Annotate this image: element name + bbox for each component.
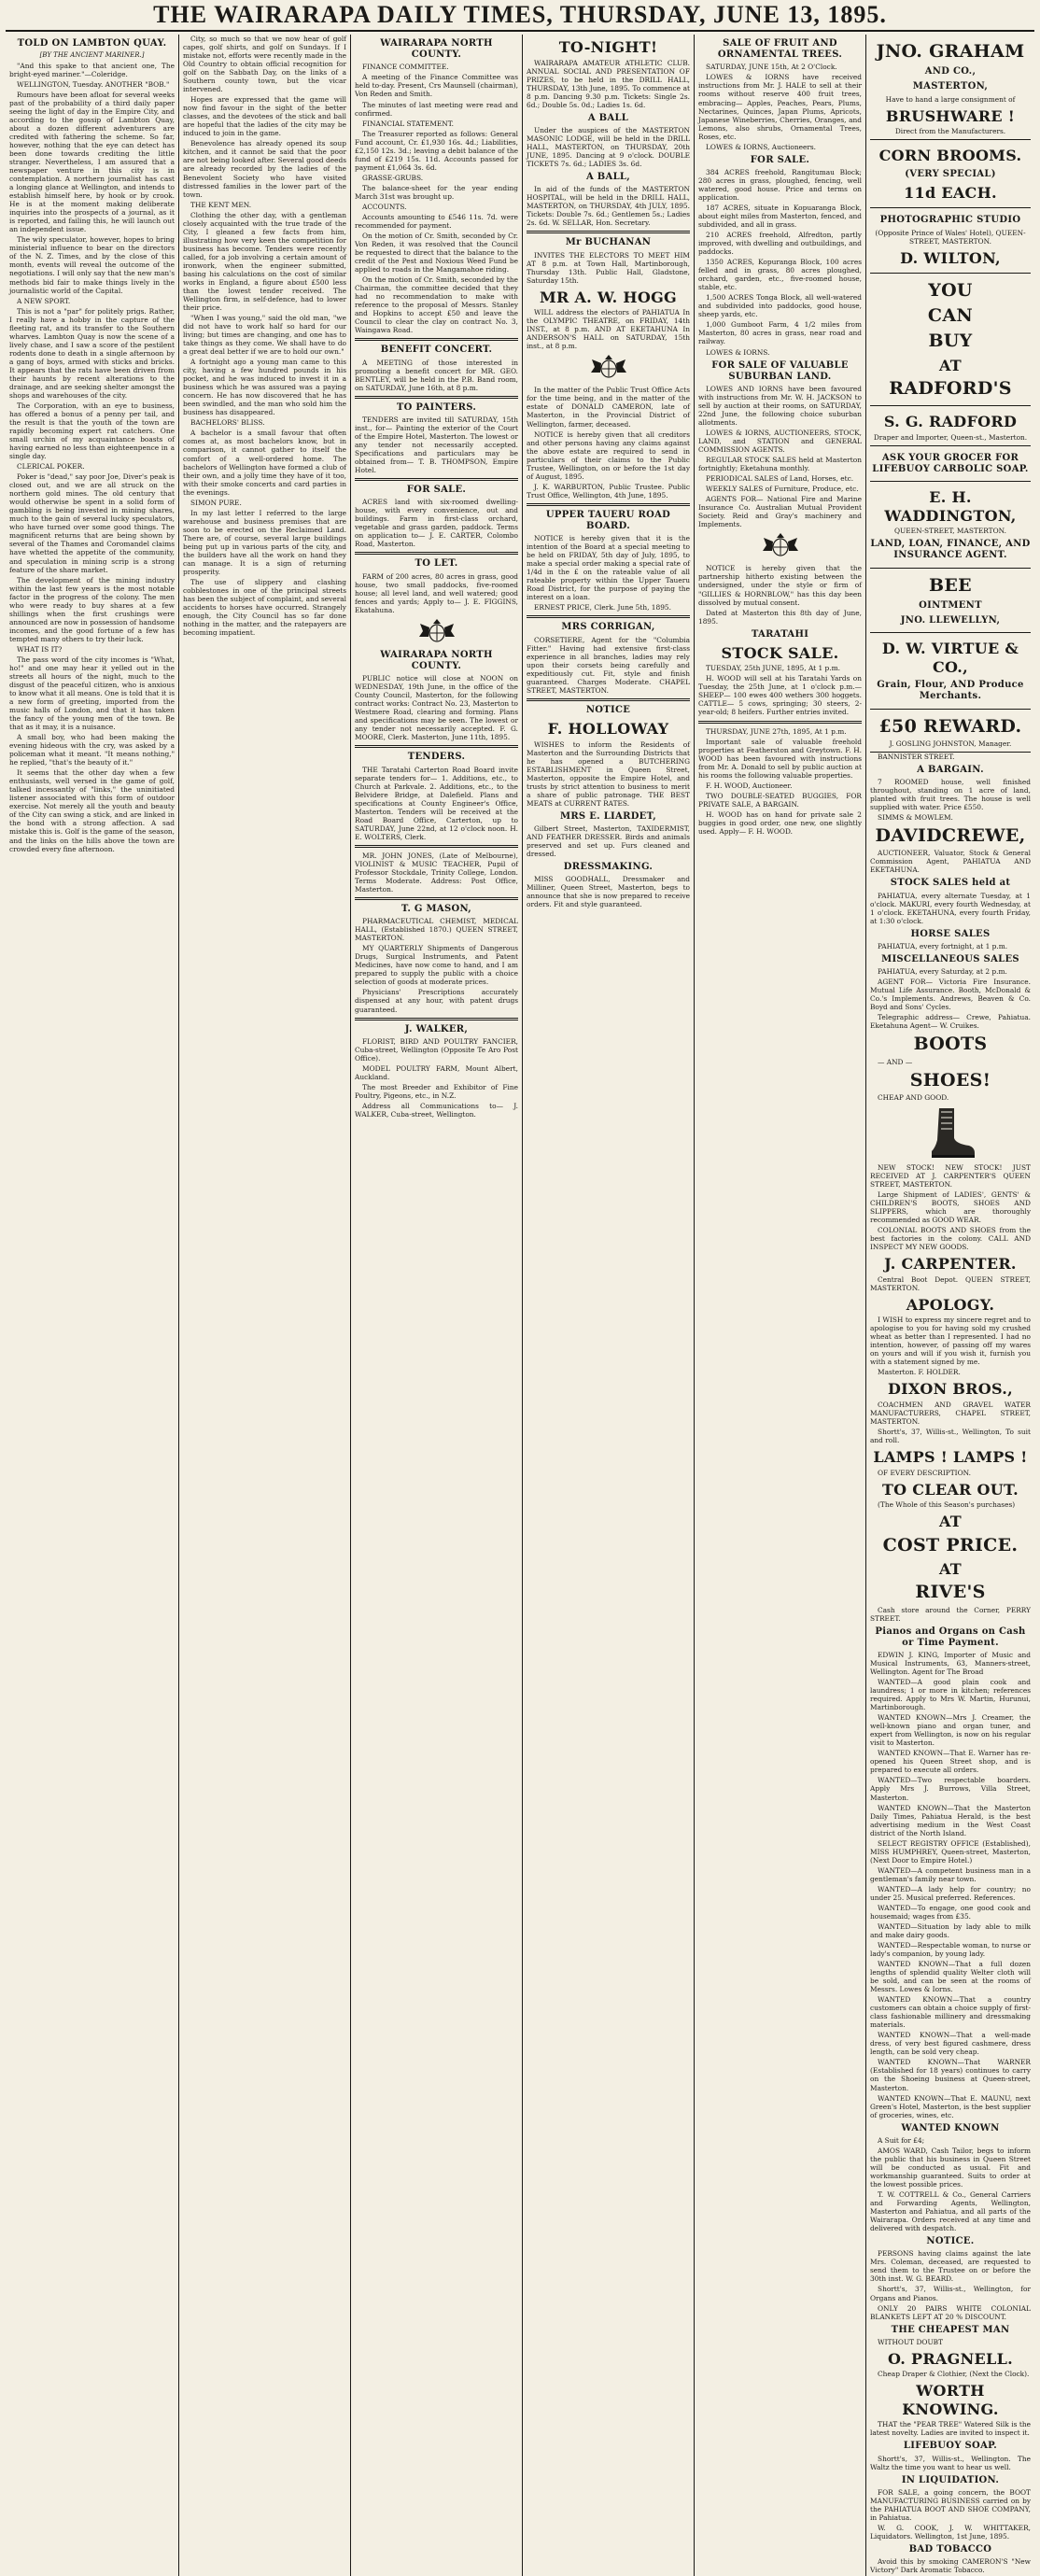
article-paragraph: The Corporation, with an eye to business, has offered a bonus of a penny per tail, and the result is that the youth of the town are rapidly becoming expert rat catchers. One small urchin of my acquaintance boasts of having earned no less than eighteenpence in a single day. bbox=[9, 401, 175, 461]
column-ads bbox=[866, 35, 1034, 2576]
article-paragraph: WANTED KNOWN—That a country customers can obtain a choice supply of first-class fashionable millinery and dressmaking materials. bbox=[870, 1995, 1031, 2030]
column-7-content bbox=[870, 753, 1031, 1676]
column-heading: STOCK SALES held at bbox=[890, 878, 1011, 889]
ad-line: RADFORD'S bbox=[889, 378, 1012, 400]
article-paragraph: Address all Communications to— J. WALKER, Cuba-street, Wellington. bbox=[355, 1101, 518, 1119]
article-paragraph: Poker is "dead," say poor Joe, Diver's peak is closed out, and we are all struck on the northern gold mines. The old century that would otherwise be spent in a solid form of gambling is being invested in mining shares, much to the gain of several lucky speculators, who have turned over some good things. The magnificent returns that are being shown by several of the Thames and Coromandel claims have whetted the appetite of the community, and speculation in mining scrip is a strong feature of the share market. bbox=[9, 472, 175, 574]
article-paragraph: Dated at Masterton this 8th day of June, 1895. bbox=[698, 608, 862, 626]
article-paragraph: ERNEST PRICE, Clerk. June 5th, 1895. bbox=[534, 603, 671, 612]
ad-line: Have to hand a large consignment of bbox=[885, 94, 1016, 104]
article-paragraph: CHEAP AND GOOD. bbox=[878, 1092, 949, 1102]
reward-ad bbox=[870, 710, 1031, 753]
royal-crest-icon bbox=[415, 618, 458, 646]
ad-line: JNO. LLEWELLYN, bbox=[900, 615, 1001, 626]
column-heading: NOTICE bbox=[585, 704, 631, 715]
article-paragraph: Benevolence has already opened its soup kitchen, and it cannot be said that the poor are not being looked after. Several good deeds are already recorded by the ladies of the Benevolent Society who have visited distressed families in the lower part of the town. bbox=[183, 139, 346, 199]
article-paragraph: WANTED—A lady help for country; no under 25. Musical preferred. References. bbox=[870, 1884, 1031, 1902]
article-paragraph: 210 ACRES freehold, Alfredton, partly improved, with dwelling and outbuildings, and paddocks. bbox=[698, 231, 862, 257]
article-paragraph: WISHES to inform the Residents of Masterton and the Surrounding Districts that he has opened a BUTCHERING ESTABLISHMENT in Queen Street, Masterton, opposite the Empire Hotel, and trusts by strict attention to business to merit a share of public patronage. THE BEST MEATS at CURRENT RATES. bbox=[527, 739, 690, 808]
article-paragraph: On the motion of Cr. Smith, seconded by Cr. Von Reden, it was resolved that the Council be requested to direct that the balance to the credit of the Pest and Noxious Weed Fund be applied to roads in the Mangamahoe riding. bbox=[355, 231, 518, 274]
ad-line: S. G. RADFORD bbox=[883, 413, 1018, 431]
article-paragraph: LOWES & IORNS, Auctioneers. bbox=[706, 142, 817, 151]
article-paragraph: SIMMS & MOWLEM. bbox=[878, 813, 953, 823]
article-paragraph: BACHELORS' BLISS. bbox=[190, 418, 265, 428]
article-paragraph: THURSDAY, JUNE 27th, 1895, At 1 p.m. bbox=[706, 726, 847, 736]
column-heading: O. PRAGNELL. bbox=[887, 2349, 1014, 2368]
ad-line: ASK YOUR GROCER FOR LIFEBUOY CARBOLIC SOAP. bbox=[872, 452, 1029, 475]
article-paragraph: SELECT REGISTRY OFFICE (Established), MISS HUMPHREY, Queen-street, Masterton, (Next Door to Empire Hotel.) bbox=[870, 1838, 1031, 1865]
article-paragraph: ONLY 20 PAIRS WHITE COLONIAL BLANKETS LEFT AT 20 % DISCOUNT. bbox=[870, 2303, 1031, 2321]
article-paragraph: Under the auspices of the MASTERTON MASONIC LODGE, will be held in the DRILL HALL, MASTERTON, on THURSDAY, 20th JUNE, 1895. Dancing at 9 o'clock. DOUBLE TICKETS 7s. 6d.; LADIES 3s. 6d. bbox=[527, 125, 690, 169]
article-paragraph: WHAT IS IT? bbox=[17, 644, 63, 654]
article-paragraph: Shortt's, 37, Willis-st., Wellington, for Organs and Pianos. bbox=[870, 2285, 1031, 2302]
article-paragraph: A meeting of the Finance Committee was held to-day. Present, Crs Maunsell (chairman), Von Reden and Smith. bbox=[355, 73, 518, 99]
column-divider bbox=[527, 615, 690, 618]
article-paragraph: PERIODICAL SALES of Land, Horses, etc. bbox=[706, 474, 854, 484]
article-paragraph: The development of the mining industry within the last few years is the most notable factor in the progress of the colony. The men who were ready to buy shares at a few shillings when the first crushings were announced are now in possession of handsome incomes, and the good fortune of a few has tempted many others to try their luck. bbox=[9, 575, 175, 643]
ad-line: Grain, Flour, AND Produce Merchants. bbox=[877, 680, 1024, 702]
article-paragraph: WANTED KNOWN—That a full dozen lengths of splendid quality Welter cloth will be sold, and can be seen at the rooms of Messrs. Lowes & Iorns. bbox=[870, 1960, 1031, 1994]
article-paragraph: 1,000 Gumboot Farm, 4 1/2 miles from Masterton, 80 acres in grass, near road and railway. bbox=[698, 320, 862, 346]
column-heading: THE CHEAPEST MAN bbox=[891, 2324, 1010, 2335]
column-divider bbox=[355, 1018, 518, 1021]
article-paragraph: WANTED KNOWN—That E. Warner has re-opened his Queen Street shop, and is prepared to execute all orders. bbox=[870, 1749, 1031, 1775]
article-paragraph: REGULAR STOCK SALES held at Masterton fortnightly; Eketahuna monthly. bbox=[698, 456, 862, 473]
article-paragraph: Rumours have been afloat for several weeks past of the probability of a third daily paper seeing the light of day in the Empire City, and according to the gossip of Lambton Quay, about a dozen different adventurers are credited with fathering the scheme. So far, however, nothing that the eye can detect has been done towards crediting the little stranger. Nevertheless, I am assured that a newspaper venture in this city is in contemplation. A northern journalist has cast a longing glance at Wellington, and intends to establish himself here, by hook or by crook. He is at the moment making deliberate inquiries into the prospects of a journal, as it is reported, and failing this, he will launch out an independent issue. bbox=[9, 90, 175, 234]
column-heading: LAMPS ! LAMPS ! bbox=[873, 1448, 1028, 1467]
article-paragraph: WANTED—A competent business man in a gentleman's family near town. bbox=[870, 1865, 1031, 1883]
column-2 bbox=[179, 35, 351, 2576]
column-heading: A BARGAIN. bbox=[917, 764, 984, 775]
ad-line: JNO. GRAHAM bbox=[876, 41, 1025, 62]
article-paragraph: WANTED KNOWN—Mrs J. Creamer, the well-known piano and organ tuner, and expert from Wellington, is now on his regular visit to Masterton. bbox=[870, 1713, 1031, 1748]
column-heading: TO-NIGHT! bbox=[558, 38, 658, 56]
column-heading: J. CARPENTER. bbox=[884, 1255, 1017, 1274]
article-paragraph: WANTED—Situation by lady able to milk and make dairy goods. bbox=[870, 1921, 1031, 1939]
column-heading: APOLOGY. bbox=[906, 1295, 995, 1314]
ad-line: BRUSHWARE ! bbox=[885, 106, 1016, 125]
column-heading: DIXON BROS., bbox=[887, 1380, 1014, 1399]
column-heading: TENDERS. bbox=[407, 752, 466, 763]
article-paragraph: On the motion of Cr. Smith, seconded by the Chairman, the committee decided that they had no recommendation to make with reference to the proposal of Messrs. Stanley and Hopkins to accept £50 and leave the Council to clear the clay on contract No. 3, Waingawa Road. bbox=[355, 275, 518, 335]
article-paragraph: Shortt's, 37, Willis-st., Wellington, To suit and roll. bbox=[870, 1428, 1031, 1445]
article-paragraph: WANTED—A good plain cook and laundress; 1 or more in kitchen; references required. Apply to Mrs W. Martin, Hurunui, Martinborough. bbox=[870, 1678, 1031, 1712]
radford-name-ad bbox=[870, 406, 1031, 446]
column-heading: BOOTS bbox=[913, 1034, 988, 1055]
column-divider bbox=[527, 503, 690, 506]
column-heading: WANTED KNOWN bbox=[901, 2122, 1000, 2133]
article-paragraph: A MEETING of those interested in promoting a benefit concert for MR. GEO. BENTLEY, will be held in the P.B. Band room, on SATURDAY, June 16th, at 8 p.m. bbox=[355, 358, 518, 392]
ad-line: YOU bbox=[928, 280, 973, 302]
article-paragraph: TWO DOUBLE-SEATED BUGGIES, FOR PRIVATE SALE, A BARGAIN. bbox=[698, 791, 862, 809]
article-paragraph: A bachelor is a small favour that often comes at, as most bachelors know, but in comparison, it cannot gather to itself the comfort of a well-ordered home. The bachelors of Wellington have formed a club of their own, and a jolly time they have of it too, with their smoke concerts and card parties in the evenings. bbox=[183, 429, 346, 497]
article-paragraph: LOWES & IORNS. bbox=[706, 347, 770, 357]
article-paragraph: ACCOUNTS. bbox=[362, 202, 407, 211]
article-paragraph: 1350 ACRES, Kopuranga Block, 100 acres felled and in grass, 80 acres ploughed, orchard, garden, etc., five-roomed house, stable, etc. bbox=[698, 258, 862, 292]
column-heading: A BALL bbox=[587, 112, 629, 123]
column-heading: FOR SALE. bbox=[750, 154, 810, 165]
column-heading: NOTICE. bbox=[926, 2236, 975, 2247]
ad-line: PHOTOGRAPHIC STUDIO bbox=[879, 215, 1021, 226]
article-paragraph: THAT the "PEAR TREE" Watered Silk is the latest novelty. Ladies are invited to inspect it. bbox=[870, 2420, 1031, 2438]
column-heading: UPPER TAUERU ROAD BOARD. bbox=[545, 509, 671, 531]
column-heading: TO PAINTERS. bbox=[396, 401, 477, 413]
article-paragraph: WILL address the electors of PAHIATUA In the OLYMPIC THEATRE, on FRIDAY, 14th INST., at 8 p.m. AND AT EKETAHUNA In ANDERSON'S HALL on SATURDAY, 15th inst., at 8 p.m. bbox=[527, 308, 690, 351]
article-paragraph: MISS GOODHALL, Dressmaker and Milliner, Queen Street, Masterton, begs to announce that she is now prepared to receive orders. Fit and style guaranteed. bbox=[527, 875, 690, 909]
column-5 bbox=[695, 35, 866, 2576]
article-paragraph: NOTICE is hereby given that it is the intention of the Board at a special meeting to be held on FRIDAY, 5th day of July, 1895, to make a special order making a special rate of 1/4d in the £ on the rateable value of all rateable property within the Upper Taueru Road District, for the purpose of paying the interest on a loan. bbox=[527, 534, 690, 602]
column-heading: BAD TOBACCO bbox=[908, 2544, 992, 2555]
columns bbox=[6, 35, 1034, 2575]
article-paragraph: Important sale of valuable freehold properties at Featherston and Greytown. F. H. WOOD has been favoured with instructions from Mr. A. Donald to sell by public auction at his rooms the following valuable properties. bbox=[698, 737, 862, 780]
virtue-ad bbox=[870, 633, 1031, 709]
article-paragraph: THE KENT MEN. bbox=[190, 200, 252, 209]
article-paragraph: NEW STOCK! NEW STOCK! JUST RECEIVED AT J. CARPENTER'S QUEEN STREET, MASTERTON. bbox=[870, 1162, 1031, 1189]
ad-line: MASTERTON, bbox=[912, 81, 989, 92]
article-paragraph: This is not a "par" for politely prigs. Rather, I really have a hobby in the capture of the fleeting rat, and its transfer to the Southern wharves. Lambton Quay is now the scene of a lively chase, and I saw a score of the pestilent rodents done to death in a single afternoon by a gang of boys, armed with sticks and bricks. It appears that the rats have been driven from their haunts by recent alterations to the drainage, and are seeking shelter amongst the shops and warehouses of the city. bbox=[9, 306, 175, 400]
article-paragraph: Hopes are expressed that the game will now find favour in the sight of the better classes, and the devotees of the stick and ball are hopeful that the ladies of the city may be induced to join in the game. bbox=[183, 95, 346, 138]
article-paragraph: WITHOUT DOUBT bbox=[878, 2337, 944, 2346]
column-heading: DAVIDCREWE, bbox=[875, 825, 1026, 847]
article-paragraph: MR. JOHN JONES, (Late of Melbourne), VIOLINIST & MUSIC TEACHER, Pupil of Professor Stockdale, Trinity College, London. Terms Moderate. Address: Post Office, Masterton. bbox=[355, 851, 518, 894]
column-divider bbox=[355, 552, 518, 555]
article-paragraph: THE Taratahi Carterton Road Board invite separate tenders for— 1. Additions, etc., to Church at Parkvale. 2. Additions, etc., to the Belvidere Bridge, at Dalefield. Plans and specifications at County Engineer's Office, Masterton. Tenders will be received at the Road Board Office, Carterton, up to SATURDAY, June 22nd, at 12 o'clock noon. H. E. WOLTERS, Clerk. bbox=[355, 765, 518, 841]
article-paragraph: TUESDAY, 25th JUNE, 1895, At 1 p.m. bbox=[706, 664, 840, 673]
article-paragraph: 384 ACRES freehold, Rangitumau Block; 280 acres in grass, ploughed, fencing, well watered, good house. Price and terms on application. bbox=[698, 167, 862, 202]
ad-line: LAND, LOAN, FINANCE, AND INSURANCE AGENT. bbox=[870, 539, 1031, 561]
column-heading: WORTH KNOWING. bbox=[902, 2382, 999, 2418]
article-paragraph: The most Breeder and Exhibitor of Fine Poultry, Pigeons, etc., in N.Z. bbox=[355, 1082, 518, 1100]
masthead bbox=[6, 0, 1034, 32]
article-paragraph: Large Shipment of LADIES', GENTS' & CHILDREN'S BOOTS, SHOES AND SLIPPERS, which are thoroughly recommended as GOOD WEAR. bbox=[870, 1189, 1031, 1224]
article-paragraph: Cheap Draper & Clothier, (Next the Clock). bbox=[878, 2370, 1030, 2379]
ad-line: £50 REWARD. bbox=[878, 715, 1022, 737]
article-paragraph: COACHMEN AND GRAVEL WATER MANUFACTURERS, CHAPEL STREET, MASTERTON. bbox=[870, 1400, 1031, 1427]
column-heading: AT bbox=[938, 1559, 963, 1578]
article-paragraph: Clothing the other day, with a gentleman closely acquainted with the true trade of the City, I gleaned a few facts from him, illustrating how very keen the competition for business has become. Tenders were recently called, for a job involving a certain amount of ironwork, when the engineer submitted, basing his calculations on the cost of similar works in England, a figure about £500 less than the lowest tender received. The Wellington firm, in self-defence, had to lower their price. bbox=[183, 210, 346, 312]
column-divider bbox=[355, 845, 518, 848]
article-paragraph: WELLINGTON, Tuesday. ANOTHER "BOB." bbox=[17, 79, 170, 89]
waddington-ad bbox=[870, 482, 1031, 568]
column-heading: F. HOLLOWAY bbox=[547, 720, 669, 739]
royal-crest-icon bbox=[759, 532, 802, 560]
article-paragraph: WANTED—Respectable woman, to nurse or lady's companion, by young lady. bbox=[870, 1941, 1031, 1959]
article-paragraph: SATURDAY, JUNE 15th, At 2 O'Clock. bbox=[706, 63, 837, 72]
column-heading: STOCK SALE. bbox=[721, 643, 839, 662]
ad-line: BEE bbox=[929, 574, 972, 596]
column-3 bbox=[351, 35, 523, 2576]
article-paragraph: It seems that the other day when a few enthusiasts, well versed in the game of golf, talked incessantly of "links," the uninitiated listener associated with this form of outdoor exercise. Not merely all the youth and beauty of the City can swing a stick, and are linked in the bond with a strong affection. A sad mistake this is. Golf is the game of the season, and the links on the hills above the town are crowded every fine afternoon. bbox=[9, 768, 175, 853]
article-paragraph: ACRES land with six-roomed dwelling-house, with every convenience, out and buildings. Farm in first-class orchard, vegetable and grass garden, paddock. Terms on application to— J. E. CARTER, Colombo Road, Masterton. bbox=[355, 498, 518, 549]
column-heading: FOR SALE. bbox=[406, 485, 467, 496]
article-paragraph: OF EVERY DESCRIPTION. bbox=[878, 1468, 971, 1477]
article-paragraph: AGENT FOR— Victoria Fire Insurance. Mutual Life Assurance. Booth, McDonald & Co.'s Implements. Andrews, Beaven & Co. Boyd and Sons' Cycles. bbox=[870, 978, 1031, 1012]
ad-line: Direct from the Manufacturers. bbox=[894, 127, 1006, 136]
article-paragraph: WANTED—To engage, one good cook and housemaid; wages from £35. bbox=[870, 1903, 1031, 1921]
column-heading: IN LIQUIDATION. bbox=[901, 2474, 1000, 2485]
article-paragraph: FLORIST, BIRD AND POULTRY FANCIER, Cuba-street, Wellington (Opposite Te Aro Post Office). bbox=[355, 1036, 518, 1063]
column-divider bbox=[355, 396, 518, 399]
article-paragraph: T. W. COTTRELL & Co., General Carriers and Forwarding Agents, Wellington, Masterton and Pahiatua, and all parts of the Wairarapa. Orders received at any time and delivered with despatch. bbox=[870, 2190, 1031, 2233]
ad-line: CORN BROOMS. bbox=[878, 147, 1022, 165]
byline: [BY THE ANCIENT MARINER.] bbox=[39, 51, 145, 60]
article-paragraph: H. WOOD will sell at his Taratahi Yards on Tuesday, the 25th June, at 1 o'clock p.m.— SHEEP— 100 ewes 400 wethers 300 hoggets. CATTLE— 5 cows, springing; 30 steers, 2-year-old; 8 heifers. Further entries invited. bbox=[698, 674, 862, 717]
article-paragraph: PHARMACEUTICAL CHEMIST, MEDICAL HALL, (Established 1870.) QUEEN STREET, MASTERTON. bbox=[355, 917, 518, 943]
article-paragraph: W. G. COOK, J. W. WHITTAKER, Liquidators. Wellington, 1st June, 1895. bbox=[870, 2524, 1031, 2541]
article-paragraph: INVITES THE ELECTORS TO MEET HIM AT 8 p.m. at Town Hall, Martinborough, Thursday 13th. Public Hall, Gladstone, Saturday 15th. bbox=[527, 250, 690, 285]
article-paragraph: MODEL POULTRY FARM, Mount Albert, Auckland. bbox=[355, 1063, 518, 1081]
ad-line: BUY bbox=[928, 331, 973, 352]
article-paragraph: In aid of the funds of the MASTERTON HOSPITAL, will be held in the DRILL HALL, MASTERTON, on THURSDAY, 4th JULY, 1895. Tickets: Double 7s. 6d.; Gentlemen 5s.; Ladies 2s. 6d. W. SELLAR, Hon. Secretary. bbox=[527, 185, 690, 228]
article-paragraph: LOWES & IORNS have received instructions from Mr. J. HALE to sell at their rooms without reserve 400 fruit trees, embracing— Apples, Peaches, Pears, Plums, Nectarines, Quinces, Japan Plums, Apricots, Japanese Wineberries, Cherries, Oranges, and Lemons, also shrubs, Ornamental Trees, Roses, etc. bbox=[698, 73, 862, 141]
column-heading: MRS E. LIARDET, bbox=[559, 810, 657, 822]
column-divider bbox=[355, 897, 518, 900]
article-paragraph: Masterton. F. HOLDER. bbox=[878, 1368, 961, 1377]
column-heading: SALE OF FRUIT AND ORNAMENTAL TREES. bbox=[717, 38, 843, 61]
royal-crest-icon bbox=[587, 354, 630, 382]
article-paragraph: "And this spake to that ancient one, The bright-eyed mariner."—Coleridge. bbox=[9, 61, 175, 78]
article-paragraph: (The Whole of this Season's purchases) bbox=[878, 1500, 1016, 1510]
article-paragraph: CORSETIERE, Agent for the "Columbia Fitter." Having had extensive first-class experience in all branches, ladies may rely upon their corsets being carefully and expeditiously cut. Fit, style and finish guaranteed. Charges Moderate. CHAPEL STREET, MASTERTON. bbox=[527, 635, 690, 695]
column-divider bbox=[527, 231, 690, 233]
article-paragraph: AUCTIONEER, Valuator, Stock & General Commission Agent, PAHIATUA AND EKETAHUNA. bbox=[870, 849, 1031, 875]
article-paragraph: NOTICE is hereby given that all creditors and other persons having any claims against the above estate are required to send in particulars of their claims to the Public Trustee, Wellington, on or before the 1st day of August, 1895. bbox=[527, 429, 690, 481]
article-paragraph: AMOS WARD, Cash Tailor, begs to inform the public that his business in Queen Street will be conducted as usual. Fit and workmanship guaranteed. Suits to order at the lowest possible prices. bbox=[870, 2146, 1031, 2189]
article-paragraph: Accounts amounting to £546 11s. 7d. were recommended for payment. bbox=[355, 212, 518, 230]
article-paragraph: Cash store around the Corner, PERRY STREET. bbox=[870, 1605, 1031, 1623]
article-paragraph: WANTED KNOWN—That E. MAUNU, next Green's Hotel, Masterton, is the best supplier of groceries, wines, etc. bbox=[870, 2093, 1031, 2119]
column-heading: AT bbox=[938, 1513, 963, 1531]
corn-brooms-ad bbox=[870, 140, 1031, 208]
article-paragraph: F. H. WOOD, Auctioneer. bbox=[706, 781, 793, 790]
article-paragraph: PAHIATUA, every fortnight, at 1 p.m. bbox=[878, 941, 1008, 950]
article-paragraph: WANTED KNOWN—That the Masterton Daily Times, Pahiatua Herald, is the best advertising medium in the West Coast district of the North Island. bbox=[870, 1803, 1031, 1837]
column-heading: A BALL, bbox=[585, 172, 631, 183]
article-paragraph: PERSONS having claims against the late Mrs. Coleman, deceased, are requested to send them to the Trustee on or before the 30th inst. W. G. BEARD. bbox=[870, 2249, 1031, 2284]
article-paragraph: SIMON PURE. bbox=[190, 498, 242, 507]
column-heading: TO CLEAR OUT. bbox=[881, 1480, 1019, 1499]
article-paragraph: PAHIATUA, every Saturday, at 2 p.m. bbox=[878, 967, 1007, 977]
column-heading: MISCELLANEOUS SALES bbox=[881, 954, 1019, 964]
column-heading: WAIRARAPA NORTH COUNTY. bbox=[380, 649, 493, 671]
column-8-content bbox=[870, 1678, 1031, 2574]
article-paragraph: WANTED KNOWN—That WARNER (Established for 18 years) continues to carry on the Shoeing business at Queen-street, Masterton. bbox=[870, 2058, 1031, 2092]
lifebuoy-ad bbox=[870, 446, 1031, 482]
article-paragraph: FARM of 200 acres, 80 acres in grass, good house, two small paddocks, five-roomed house; all level land, and well watered; good fences and yards; Apply to— J. E. FIGGINS, Ekatahuna. bbox=[355, 571, 518, 614]
column-heading: LIFEBUOY SOAP. bbox=[903, 2441, 998, 2452]
newspaper-title: THE WAIRARAPA DAILY TIMES, THURSDAY, JUNE 13, 1895. bbox=[153, 1, 887, 29]
column-heading: MRS CORRIGAN, bbox=[561, 622, 655, 633]
ad-line: (Opposite Prince of Wales' Hotel), QUEEN-STREET, MASTERTON. bbox=[875, 228, 1026, 246]
column-heading: T. G MASON, bbox=[401, 904, 472, 914]
article-paragraph: WANTED KNOWN—That a well-made dress, of very best figured cashmere, dress length, can be sold very cheap. bbox=[870, 2031, 1031, 2057]
article-paragraph: J. K. WARBURTON, Public Trustee. Public Trust Office, Wellington, 4th June, 1895. bbox=[527, 482, 690, 500]
article-paragraph: The use of slippery and clashing cobblestones in one of the principal streets has been the subject of complaint, and several accidents to horses have occurred. Strangely enough, the City Council has so far done nothing in the matter, and the ratepayers are becoming impatient. bbox=[183, 577, 346, 638]
article-paragraph: COLONIAL BOOTS AND SHOES from the best factories in the colony. CALL AND INSPECT MY NEW GOODS. bbox=[870, 1226, 1031, 1252]
column-heading: MR A. W. HOGG bbox=[539, 288, 678, 306]
radford-ad bbox=[870, 274, 1031, 406]
column-divider bbox=[355, 745, 518, 748]
article-paragraph: 7 ROOMED house, well finished throughout, standing on 1 acre of land, planted with fruit trees. The house is well supplied with water. Price £550. bbox=[870, 778, 1031, 812]
article-paragraph: The wily speculator, however, hopes to bring ministerial influence to bear on the directors of the N. Z. Times, and by the close of this month, events will reveal the outcome of the negotiations. I will only say that the new man's methods bid fair to make things lively in the journalistic world of the Capital. bbox=[9, 235, 175, 295]
ad-line: D. WILTON, bbox=[900, 248, 1001, 267]
ad-line: E. H. WADDINGTON, bbox=[884, 488, 1017, 525]
article-paragraph: — AND — bbox=[878, 1057, 913, 1066]
article-paragraph: Central Boot Depot. QUEEN STREET, MASTERTON. bbox=[870, 1274, 1031, 1292]
article-paragraph: The balance-sheet for the year ending March 31st was brought up. bbox=[355, 183, 518, 201]
article-paragraph: The Treasurer reported as follows: General Fund account, Cr. £1,930 16s. 4d.; Liabilities, £2,150 12s. 3d.; leaving a debit balance of the fund of £219 15s. 11d. Accounts passed for payment £1,064 3s. 6d. bbox=[355, 129, 518, 172]
ad-line: 11d EACH. bbox=[904, 183, 997, 202]
ad-line: (VERY SPECIAL) bbox=[905, 168, 996, 179]
article-paragraph: 187 ACRES, situate in Kopuaranga Block, about eight miles from Masterton, fenced, and subdivided, and all in grass. bbox=[698, 204, 862, 230]
article-paragraph: Shortt's, 37, Willis-st., Wellington. The Waltz the time you want to hear us well. bbox=[870, 2454, 1031, 2471]
column-divider bbox=[355, 338, 518, 341]
article-paragraph: H. WOOD has on hand for private sale 2 buggies in good order, one new, one slightly used. Apply— F. H. WOOD. bbox=[698, 809, 862, 836]
column-heading: BENEFIT CONCERT. bbox=[380, 345, 493, 356]
article-paragraph: Telegraphic address— Crewe, Pahiatua. Eketahuna Agent— W. Cruikes. bbox=[870, 1013, 1031, 1031]
article-paragraph: 1,500 ACRES Tonga Block, all well-watered and subdivided into paddocks, good house, sheep yards, etc. bbox=[698, 293, 862, 319]
column-divider bbox=[527, 698, 690, 701]
article-paragraph: The pass word of the city incomes is "What, ho!" and one may hear it yelled out in the streets all hours of the night, much to the disgust of the peaceful citizen, who is anxious to know what it all means. One is told that it is a new form of greeting, imported from the music halls of London, and that it has taken the fancy of the young men of the town. Be that as it may, it is a nuisance. bbox=[9, 655, 175, 732]
column-heading: Pianos and Organs on Cash or Time Payment. bbox=[875, 1626, 1026, 1648]
column-heading: J. WALKER, bbox=[404, 1023, 469, 1035]
column-heading: WAIRARAPA NORTH COUNTY. bbox=[380, 38, 493, 61]
article-paragraph: FINANCE COMMITTEE. bbox=[362, 63, 449, 72]
ad-line: CAN bbox=[927, 305, 974, 327]
photo-studio-ad bbox=[870, 208, 1031, 274]
article-paragraph: A NEW SPORT. bbox=[17, 296, 71, 305]
article-paragraph: FINANCIAL STATEMENT. bbox=[362, 119, 454, 128]
article-paragraph: The minutes of last meeting were read and confirmed. bbox=[355, 100, 518, 118]
article-paragraph: TENDERS are invited till SATURDAY, 15th inst., for— Painting the exterior of the Court of the Empire Hotel, Masterton. The lowest or any tender not necessarily accepted. Specifications and particulars may be obtained from— T. B. THOMPSON, Empire Hotel. bbox=[355, 415, 518, 474]
article-paragraph: WEEKLY SALES of Furniture, Produce, etc. bbox=[706, 485, 859, 494]
column-divider bbox=[698, 721, 862, 724]
graham-ad bbox=[870, 35, 1031, 140]
article-paragraph: EDWIN J. KING, Importer of Music and Musical Instruments, 63, Manners-street, Wellington. Agent for The Broad bbox=[870, 1651, 1031, 1677]
article-paragraph: AGENTS FOR— National Fire and Marine Insurance Co. Australian Mutual Provident Society. Reid and Gray's machinery and Implements. bbox=[698, 495, 862, 529]
article-paragraph: In the matter of the Public Trust Office Acts for the time being, and in the matter of the estate of DONALD CAMERON, late of Masterton, in the Provincial District of Wellington, farmer, deceased. bbox=[527, 386, 690, 429]
column-heading: SHOES! bbox=[909, 1069, 991, 1091]
article-paragraph: FOR SALE, a going concern, the BOOT MANUFACTURING BUSINESS carried on by the PAHIATUA BOOT AND SHOE COMPANY, in Pahiatua. bbox=[870, 2487, 1031, 2522]
article-paragraph: NOTICE is hereby given that the partnership hitherto existing between the undersigned, under the style or firm of "GILLIES & HORNBLOW," has this day been dissolved by mutual consent. bbox=[698, 564, 862, 607]
article-paragraph: Gilbert Street, Masterton, TAXIDERMIST, AND FEATHER DRESSER. Birds and animals preserved and set up. Furs cleaned and dressed. bbox=[527, 823, 690, 859]
article-paragraph: PAHIATUA, every alternate Tuesday, at 1 o'clock. MAKURI, every fourth Wednesday, at 1 o'clock. EKETAHUNA, every fourth Friday, at 1:30 o'clock. bbox=[870, 891, 1031, 925]
column-4 bbox=[523, 35, 695, 2576]
article-paragraph: Physicians' Prescriptions accurately dispensed at any hour, with patent drugs guaranteed. bbox=[355, 988, 518, 1014]
article-paragraph: WAIRARAPA AMATEUR ATHLETIC CLUB. ANNUAL SOCIAL AND PRESENTATION OF PRIZES, to be held in the DRILL HALL, THURSDAY, 13th June, 1895. To commence at 8 p.m. Dancing 9.30 p.m. Tickets: Single 2s. 6d.; Double 5s. 0d.; Ladies 1s. 6d. bbox=[527, 58, 690, 109]
ad-line: AT bbox=[938, 356, 963, 374]
ad-line: J. GOSLING JOHNSTON, Manager. bbox=[889, 739, 1012, 748]
article-paragraph: LOWES & IORNS, AUCTIONEERS, STOCK, LAND, and STATION and GENERAL COMMISSION AGENTS. bbox=[698, 429, 862, 455]
article-paragraph: Avoid this by smoking CAMERON'S "New Victory" Dark Aromatic Tobacco. bbox=[870, 2557, 1031, 2575]
ad-line: Draper and Importer, Queen-st., Masterton. bbox=[873, 432, 1028, 442]
article-paragraph: A Suit for £4; bbox=[878, 2135, 925, 2145]
column-divider bbox=[355, 478, 518, 481]
article-paragraph: "When I was young," said the old man, "we did not have to work half so hard for our living; but times are changing, and one has to take things as they come. We shall have to do a great deal better if we are to hold our own." bbox=[183, 314, 346, 357]
ad-line: OINTMENT bbox=[919, 599, 982, 611]
article-paragraph: City, so much so that we now hear of golf capes, golf shirts, and golf on Sundays. If I mistake not, efforts were recently made in the Old Country to obtain official recognition for golf on the Sabbath Day, on the links of a Southern county town, but the vicar intervened. bbox=[183, 35, 346, 94]
column-heading: TARATAHI bbox=[751, 628, 809, 640]
column-heading: DRESSMAKING. bbox=[563, 862, 654, 873]
ad-line: QUEEN-STREET, MASTERTON. bbox=[894, 527, 1006, 536]
article-paragraph: WANTED—Two respectable boarders. Apply Mrs J. Burrows, Villa Street, Masterton. bbox=[870, 1776, 1031, 1802]
article-paragraph: CLERICAL POKER. bbox=[17, 462, 85, 472]
column-1 bbox=[6, 35, 179, 2576]
column-heading: Mr BUCHANAN bbox=[565, 237, 652, 248]
article-paragraph: BANNISTER STREET. bbox=[878, 752, 955, 761]
boot-icon bbox=[922, 1105, 978, 1161]
article-paragraph: In my last letter I referred to the large warehouse and business premises that are soon to be erected on the Reclaimed Land. There are, of course, several large buildings being put up in various parts of the city, and the builders have all the work on hand they can manage. It is a sign of returning prosperity. bbox=[183, 508, 346, 576]
column-heading: RIVE'S bbox=[915, 1582, 986, 1603]
ad-line: AND CO., bbox=[924, 66, 977, 77]
bee-ointment-ad bbox=[870, 569, 1031, 634]
column-heading: HORSE SALES bbox=[910, 928, 991, 939]
article-paragraph: I WISH to express my sincere regret and to apologise to you for having sold my crushed wheat as better than I represented. I had no intention, however, of passing off my wares on yours and will if you wish it, furnish you with a statement signed by me. bbox=[870, 1316, 1031, 1367]
column-heading: TO LET. bbox=[415, 558, 458, 570]
article-paragraph: MY QUARTERLY Shipments of Dangerous Drugs, Surgical Instruments, and Patent Medicines, have now come to hand, and I am prepared to supply the public with a choice selection of goods at moderate prices. bbox=[355, 944, 518, 987]
column-heading: FOR SALE OF VALUABLE SUBURBAN LAND. bbox=[711, 359, 849, 382]
column-heading: TOLD ON LAMBTON QUAY. bbox=[17, 38, 167, 49]
article-paragraph: GRASSE-GRUBS. bbox=[362, 173, 424, 182]
article-paragraph: LOWES AND IORNS have been favoured with instructions from Mr. W. H. JACKSON to sell by auction at their rooms, on SATURDAY, 22nd June, the following choice suburban allotments. bbox=[698, 384, 862, 428]
column-heading: COST PRICE. bbox=[882, 1534, 1019, 1555]
article-paragraph: PUBLIC notice will close at NOON on WEDNESDAY, 19th June, in the office of the County Council, Masterton, for the following contract works: Contract No. 23, Masterton to Westmere Road, clearing and forming. Plans and specifications may be seen. The lowest or any tender not necessarily accepted. F. G. MOORE, Clerk. Masterton, June 11th, 1895. bbox=[355, 674, 518, 742]
article-paragraph: A fortnight ago a young man came to this city, having a few hundred pounds in his pocket, and he was induced to invest it in a business which he was assured was a paying concern. He has now discovered that he has been swindled, and the man who sold him the business has disappeared. bbox=[183, 358, 346, 417]
article-paragraph: A small boy, who had been making the evening hideous with the cry, was asked by a policeman what it meant. "It means nothing," he replied, "that's the beauty of it." bbox=[9, 733, 175, 767]
ad-line: D. W. VIRTUE & CO., bbox=[881, 640, 1019, 676]
